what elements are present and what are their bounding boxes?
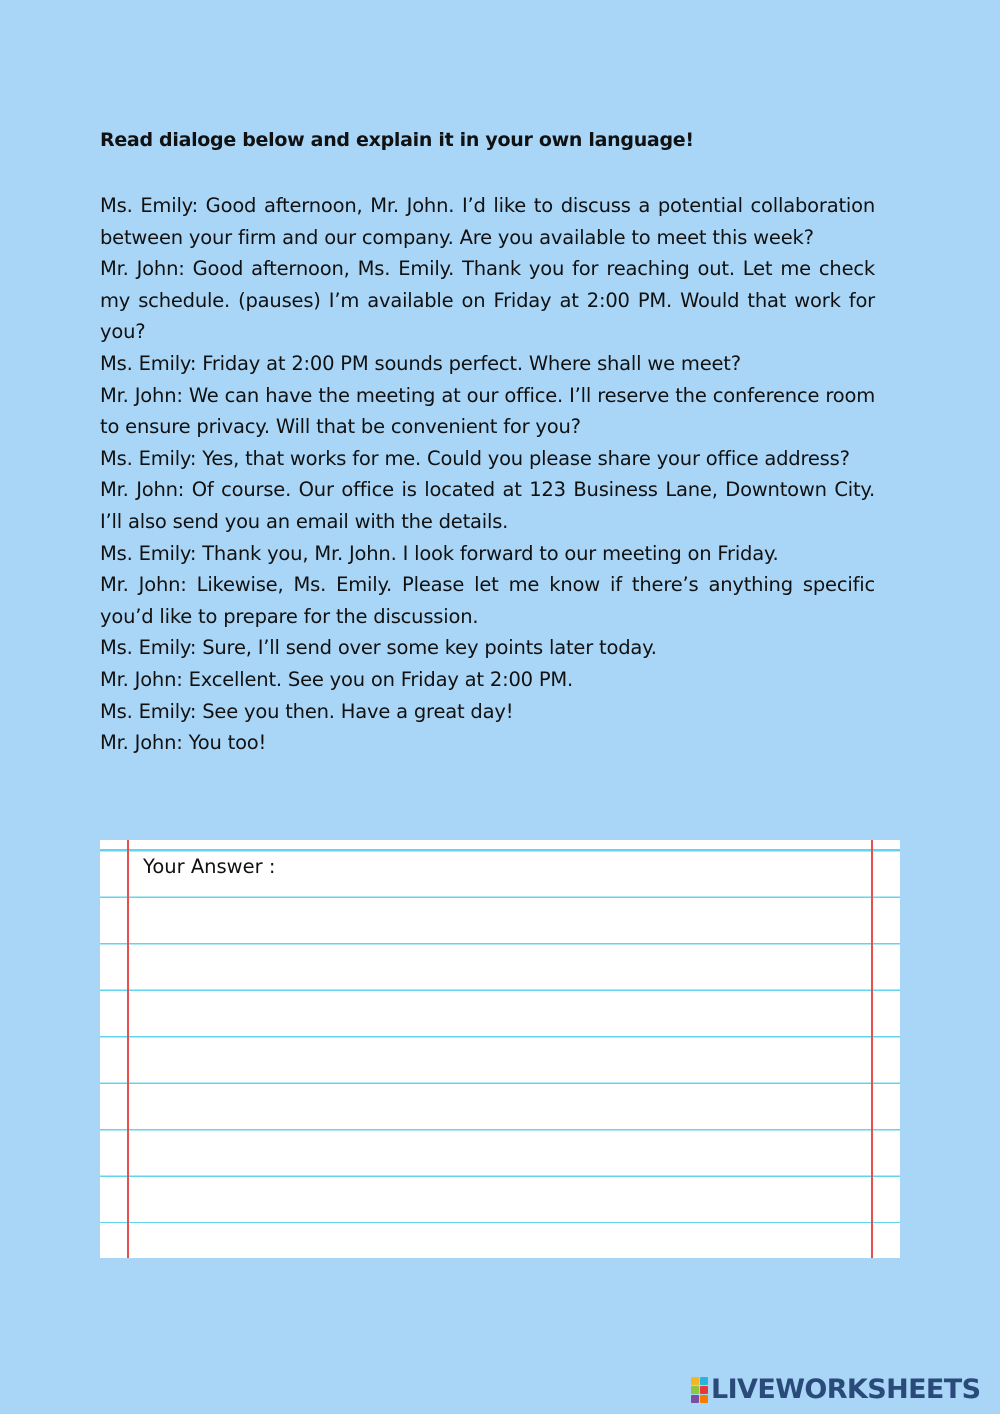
- dialogue-line: Ms. Emily: Sure, I’ll send over some key points later today.: [100, 636, 657, 660]
- dialogue-line: Mr. John: Good afternoon, Ms. Emily. Thank you for reaching out. Let me check my schedule. (pauses) I’m available on Friday at 2:00 PM. Would that work for you?: [100, 257, 875, 344]
- left-margin-line: [127, 840, 129, 1258]
- right-margin-line: [871, 840, 873, 1258]
- dialogue-line: Mr. John: Likewise, Ms. Emily. Please let me know if there’s anything specific you’d like to prepare for the discussion.: [100, 573, 875, 628]
- answer-label: Your Answer :: [143, 855, 276, 878]
- answer-box[interactable]: [100, 840, 900, 1258]
- dialogue-line: Ms. Emily: Thank you, Mr. John. I look forward to our meeting on Friday.: [100, 541, 779, 565]
- dialogue-line: Mr. John: Excellent. See you on Friday at 2:00 PM.: [100, 667, 574, 691]
- liveworksheets-logo-icon: [691, 1377, 708, 1403]
- logo-tile: [700, 1386, 708, 1394]
- dialogue-line: Mr. John: We can have the meeting at our office. I’ll reserve the conference room to ensure privacy. Will that be convenient for you?: [100, 383, 875, 439]
- brand-text: LIVEWORKSHEETS: [711, 1374, 981, 1405]
- dialogue-line: Ms. Emily: Friday at 2:00 PM sounds perfect. Where shall we meet?: [100, 351, 741, 375]
- dialogue-line: Mr. John: Of course. Our office is located at 123 Business Lane, Downtown City. I’ll also send you an email with the details.: [100, 478, 875, 533]
- instruction-heading: Read dialoge below and explain it in your own language!: [100, 129, 694, 151]
- logo-tile: [700, 1395, 708, 1403]
- dialogue-line: Ms. Emily: See you then. Have a great day!: [100, 699, 514, 723]
- dialogue-line: Ms. Emily: Yes, that works for me. Could you please share your office address?: [100, 446, 850, 470]
- dialogue-line: Ms. Emily: Good afternoon, Mr. John. I’d like to discuss a potential collaboration between your firm and our company. Are you available to meet this week?: [100, 194, 875, 249]
- logo-tile: [700, 1377, 708, 1385]
- answer-input[interactable]: [134, 850, 864, 1250]
- logo-tile: [691, 1377, 699, 1385]
- dialogue-line: Mr. John: You too!: [100, 731, 267, 755]
- liveworksheets-brand: [691, 1373, 980, 1407]
- logo-tile: [691, 1386, 699, 1394]
- dialogue-text: [100, 190, 875, 759]
- logo-tile: [691, 1395, 699, 1403]
